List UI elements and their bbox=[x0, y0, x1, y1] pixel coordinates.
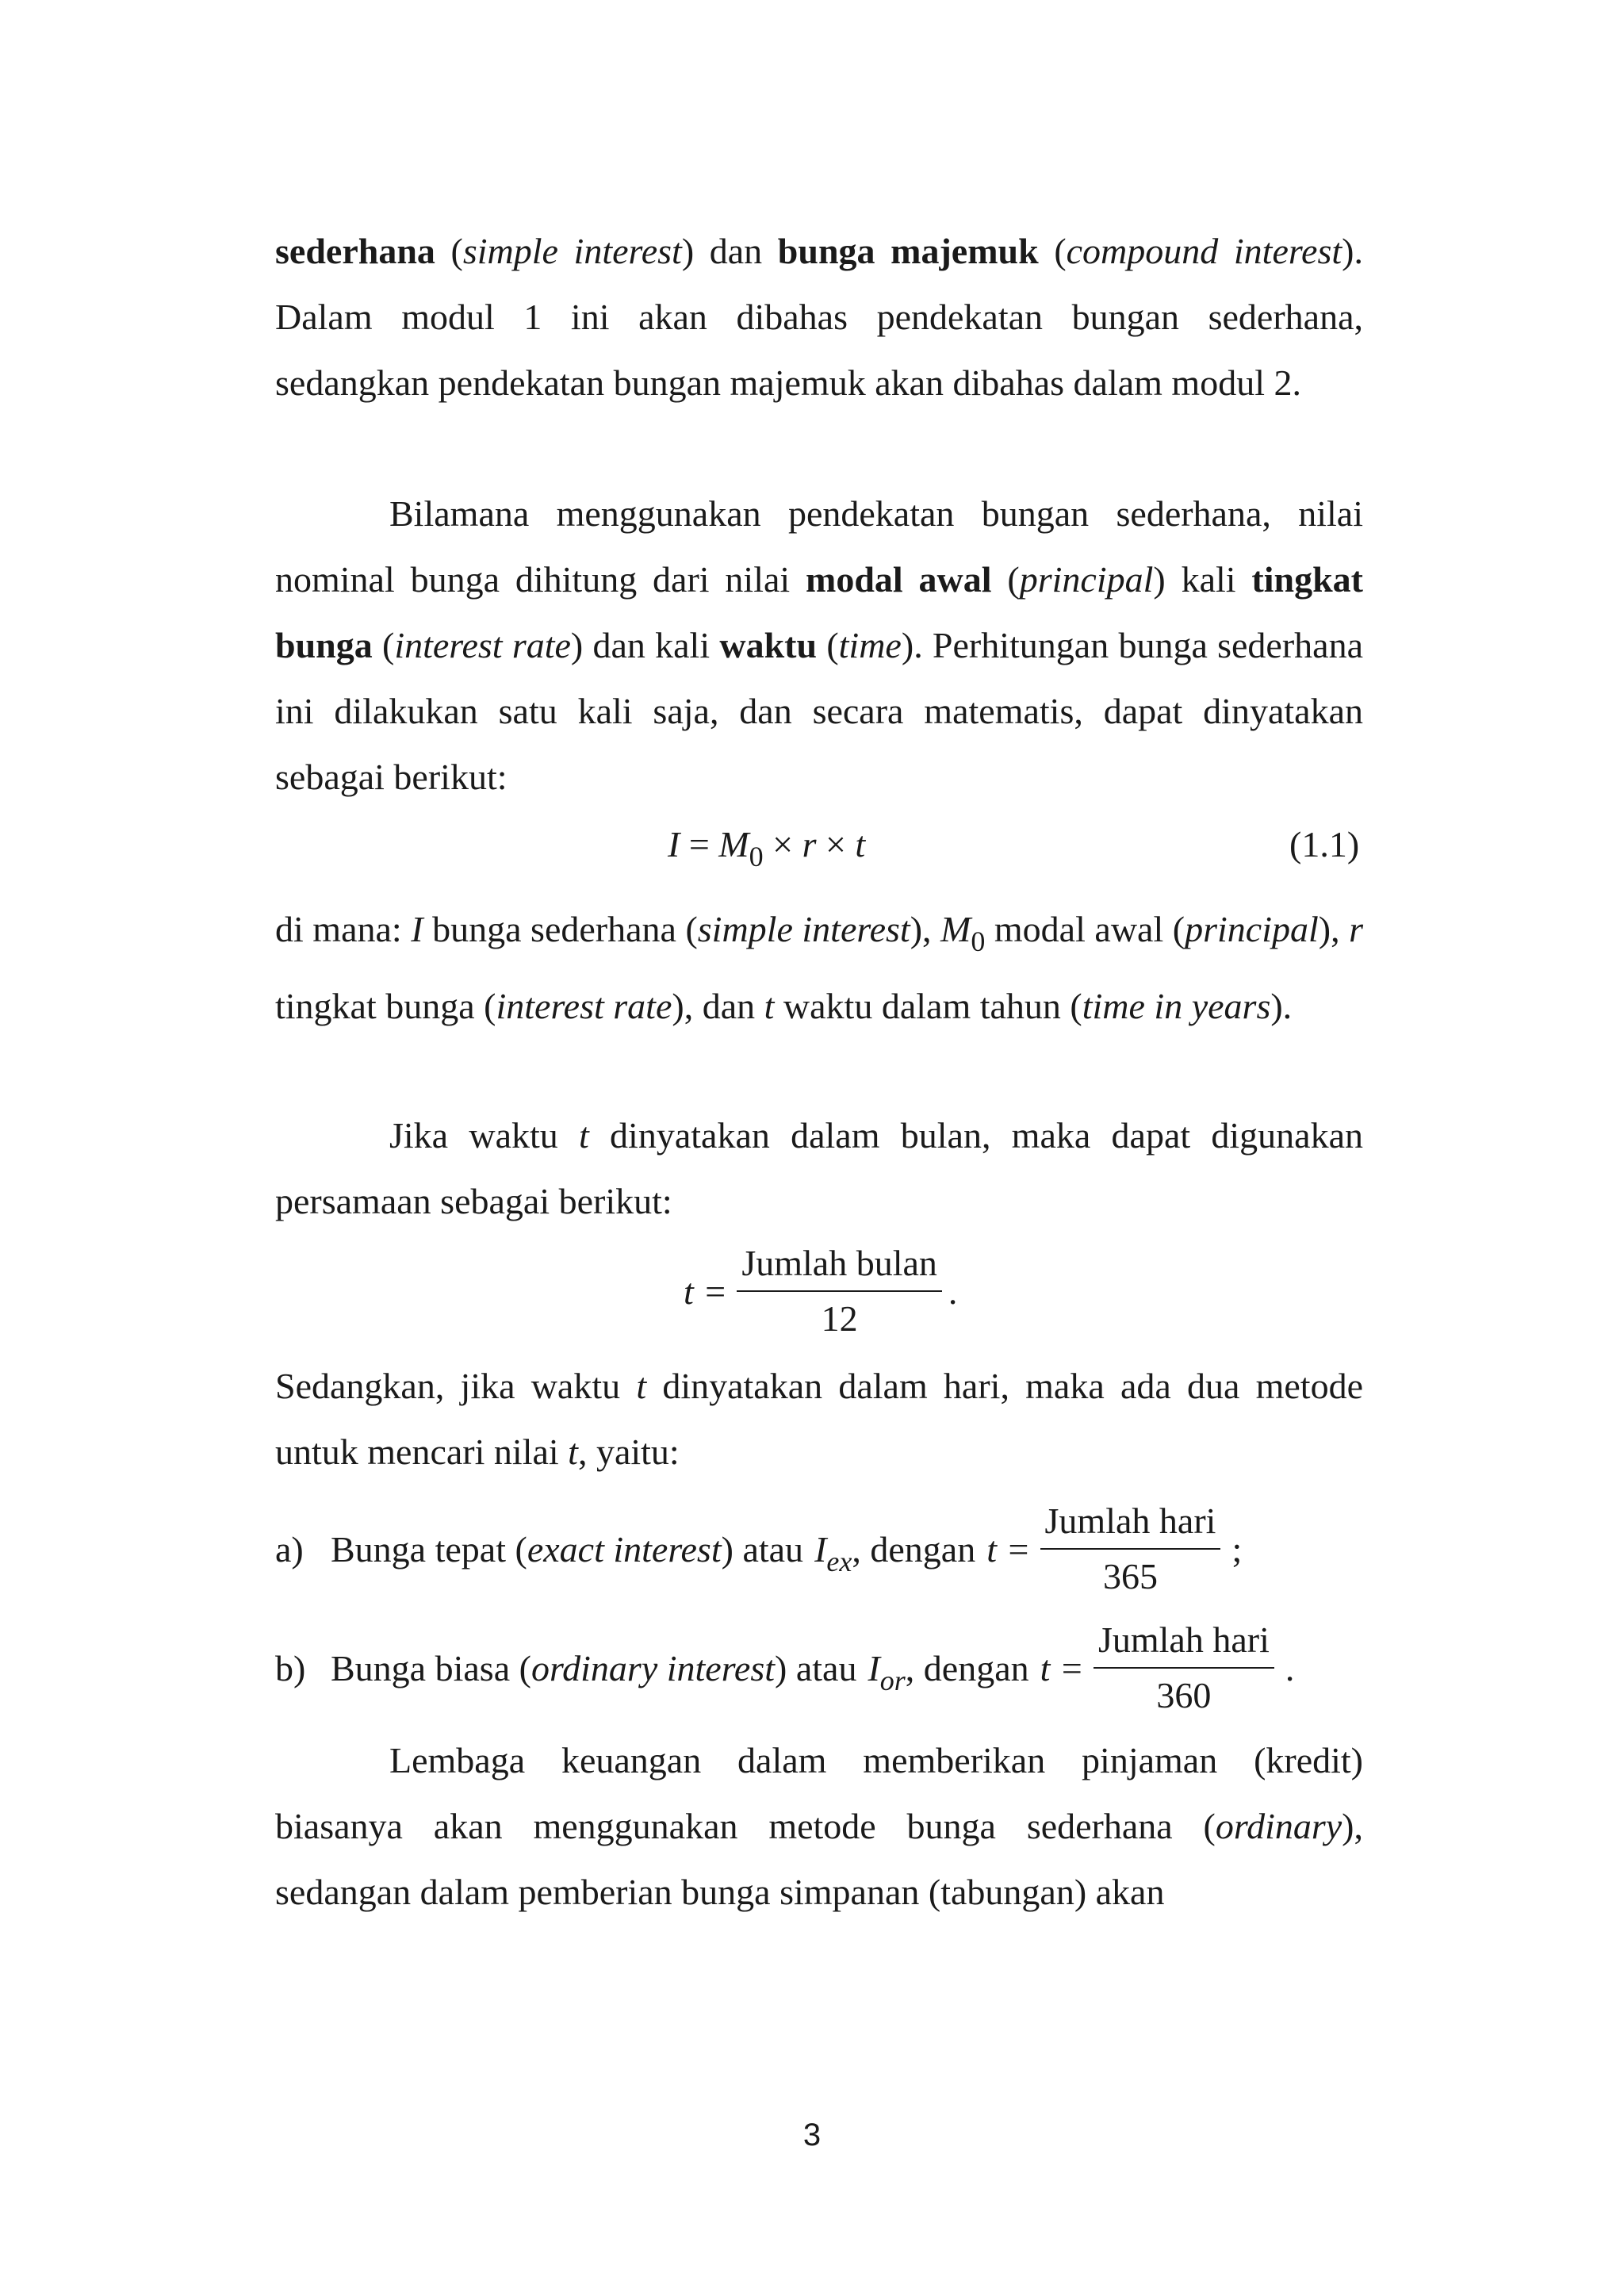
text: Lembaga keuangan dalam memberikan pinjaman (kredit) biasanya akan menggunakan metode bunga sederhana ( bbox=[275, 1740, 1363, 1846]
period: . bbox=[1285, 1647, 1295, 1688]
var-t-equals: t = bbox=[684, 1271, 728, 1312]
subscript-or: or bbox=[879, 1664, 906, 1696]
text: , yaitu: bbox=[577, 1432, 680, 1472]
paragraph-days bbox=[275, 1353, 1363, 1485]
fraction-numerator: Jumlah hari bbox=[1040, 1499, 1221, 1550]
term-principal: principal bbox=[1185, 909, 1319, 949]
fraction-exact bbox=[1040, 1499, 1221, 1599]
var-t: t bbox=[855, 824, 866, 864]
text: . Dalam modul 1 ini akan dibahas pendekatan bungan sederhana, sedangkan pendekatan bungan majemuk akan dibahas dalam modul 2. bbox=[275, 231, 1363, 403]
text: waktu dalam tahun ( bbox=[783, 986, 1082, 1026]
var-I: I bbox=[411, 909, 423, 949]
term-compound-interest: compound interest bbox=[1066, 231, 1342, 271]
period: . bbox=[948, 1271, 958, 1312]
text: ) atau bbox=[721, 1528, 804, 1570]
page-number: 3 bbox=[802, 2118, 822, 2152]
text: Bilamana menggunakan pendekatan bungan sederhana, nilai nominal bunga dihitung dari nilai bbox=[275, 493, 1363, 600]
term-bunga-majemuk: bunga majemuk bbox=[777, 231, 1039, 271]
term-ordinary-interest: ordinary interest bbox=[530, 1647, 776, 1688]
var-r: r bbox=[802, 824, 817, 864]
var-t-equals: t = bbox=[1040, 1647, 1084, 1688]
var-M: M bbox=[718, 824, 749, 864]
var-I: I bbox=[868, 1647, 880, 1688]
term-modal-awal: modal awal bbox=[806, 559, 992, 600]
text: ), bbox=[1318, 909, 1340, 949]
text: kali bbox=[1181, 559, 1236, 600]
text: dan bbox=[709, 231, 763, 271]
var-I: I bbox=[814, 1528, 827, 1570]
term-interest-rate: interest rate bbox=[496, 986, 672, 1026]
var-t-equals: t = bbox=[986, 1528, 1031, 1570]
text: modal awal ( bbox=[994, 909, 1185, 949]
equation-simple-interest bbox=[668, 823, 866, 872]
text: dinyatakan dalam hari, maka ada dua metode untuk mencari nilai bbox=[275, 1366, 1364, 1472]
var-M: M bbox=[940, 909, 971, 949]
text: Jika waktu bbox=[389, 1115, 558, 1156]
term-exact-interest: exact interest bbox=[527, 1528, 722, 1570]
var-I: I bbox=[668, 824, 680, 864]
text: ), dan bbox=[672, 986, 756, 1026]
fraction-denominator: 12 bbox=[821, 1298, 858, 1339]
text: . Perhitungan bunga sederhana ini dilakukan satu kali saja, dan secara matematis, dapat dinyatakan sebagai berikut: bbox=[275, 625, 1363, 797]
fraction-ordinary bbox=[1094, 1618, 1274, 1718]
semicolon: ; bbox=[1231, 1528, 1243, 1570]
text: , dengan bbox=[852, 1528, 976, 1570]
fraction-denominator: 365 bbox=[1102, 1556, 1158, 1596]
equals-sign: = bbox=[688, 824, 710, 864]
var-t: t bbox=[579, 1115, 589, 1156]
text: ). bbox=[1270, 986, 1293, 1026]
text: di mana: bbox=[275, 909, 402, 949]
text: ), bbox=[910, 909, 932, 949]
text: bunga sederhana ( bbox=[432, 909, 698, 949]
fraction-months bbox=[737, 1241, 942, 1341]
list-item-ordinary-interest bbox=[275, 1618, 1294, 1718]
text: Sedangkan, jika waktu bbox=[275, 1366, 621, 1406]
text: Bunga tepat ( bbox=[331, 1528, 527, 1570]
text: ) atau bbox=[775, 1647, 857, 1688]
list-item-exact-interest bbox=[275, 1499, 1242, 1599]
list-marker: a) bbox=[275, 1528, 304, 1570]
equation-months bbox=[684, 1241, 957, 1341]
paragraph-months bbox=[275, 1102, 1363, 1234]
text: ), sedangan dalam pemberian bunga simpanan (tabungan) akan bbox=[275, 1806, 1363, 1912]
fraction-denominator: 360 bbox=[1156, 1675, 1212, 1715]
var-r: r bbox=[1349, 909, 1364, 949]
subscript-ex: ex bbox=[826, 1545, 852, 1577]
fraction-numerator: Jumlah hari bbox=[1094, 1618, 1274, 1669]
paragraph-definition: Bilamana menggunakan pendekatan bungan sederhana, nilai nominal bunga dihitung dari nilai modal awal (principal) kali tingkat bunga (interest rate) dan kali waktu (time). Perhitungan bunga sederhana ini dilakukan satu kali saja, dan secara matematis, dapat dinyatakan sebagai berikut: bbox=[275, 493, 1364, 797]
term-sederhana: sederhana bbox=[275, 231, 435, 271]
var-t: t bbox=[636, 1366, 647, 1406]
text: Bunga biasa ( bbox=[331, 1647, 531, 1688]
subscript-0: 0 bbox=[749, 841, 764, 872]
fraction-numerator: Jumlah bulan bbox=[737, 1241, 942, 1292]
term-waktu: waktu bbox=[719, 625, 818, 665]
term-ordinary: ordinary bbox=[1215, 1806, 1342, 1846]
subscript-0: 0 bbox=[971, 926, 986, 957]
times-sign: × bbox=[825, 824, 846, 864]
text: dan kali bbox=[592, 625, 710, 665]
equation-number: (1.1) bbox=[1289, 824, 1360, 864]
list-marker: b) bbox=[275, 1647, 306, 1688]
paragraph-intro: sederhana (simple interest) dan bunga majemuk (compound interest). Dalam modul 1 ini akan dibahas pendekatan bungan sederhana, sedangkan pendekatan bungan majemuk akan dibahas dalam modul 2. bbox=[275, 231, 1363, 403]
text: tingkat bunga ( bbox=[275, 986, 496, 1026]
paragraph-lending bbox=[275, 1727, 1363, 1925]
term-simple-interest: simple interest bbox=[462, 231, 682, 271]
term-time: time bbox=[838, 625, 902, 665]
text: dinyatakan dalam bulan, maka dapat digunakan persamaan sebagai berikut: bbox=[275, 1115, 1364, 1221]
var-t: t bbox=[764, 986, 775, 1026]
term-principal: principal bbox=[1019, 559, 1154, 600]
times-sign: × bbox=[772, 824, 794, 864]
term-time-in-years: time in years bbox=[1082, 986, 1271, 1026]
term-interest-rate: interest rate bbox=[394, 625, 571, 665]
term-simple-interest: simple interest bbox=[697, 909, 910, 949]
paragraph-variables bbox=[275, 892, 1363, 1043]
term-tingkat-bunga: tingkat bunga bbox=[275, 559, 1364, 665]
text: , dengan bbox=[905, 1647, 1029, 1688]
var-t: t bbox=[568, 1432, 578, 1472]
